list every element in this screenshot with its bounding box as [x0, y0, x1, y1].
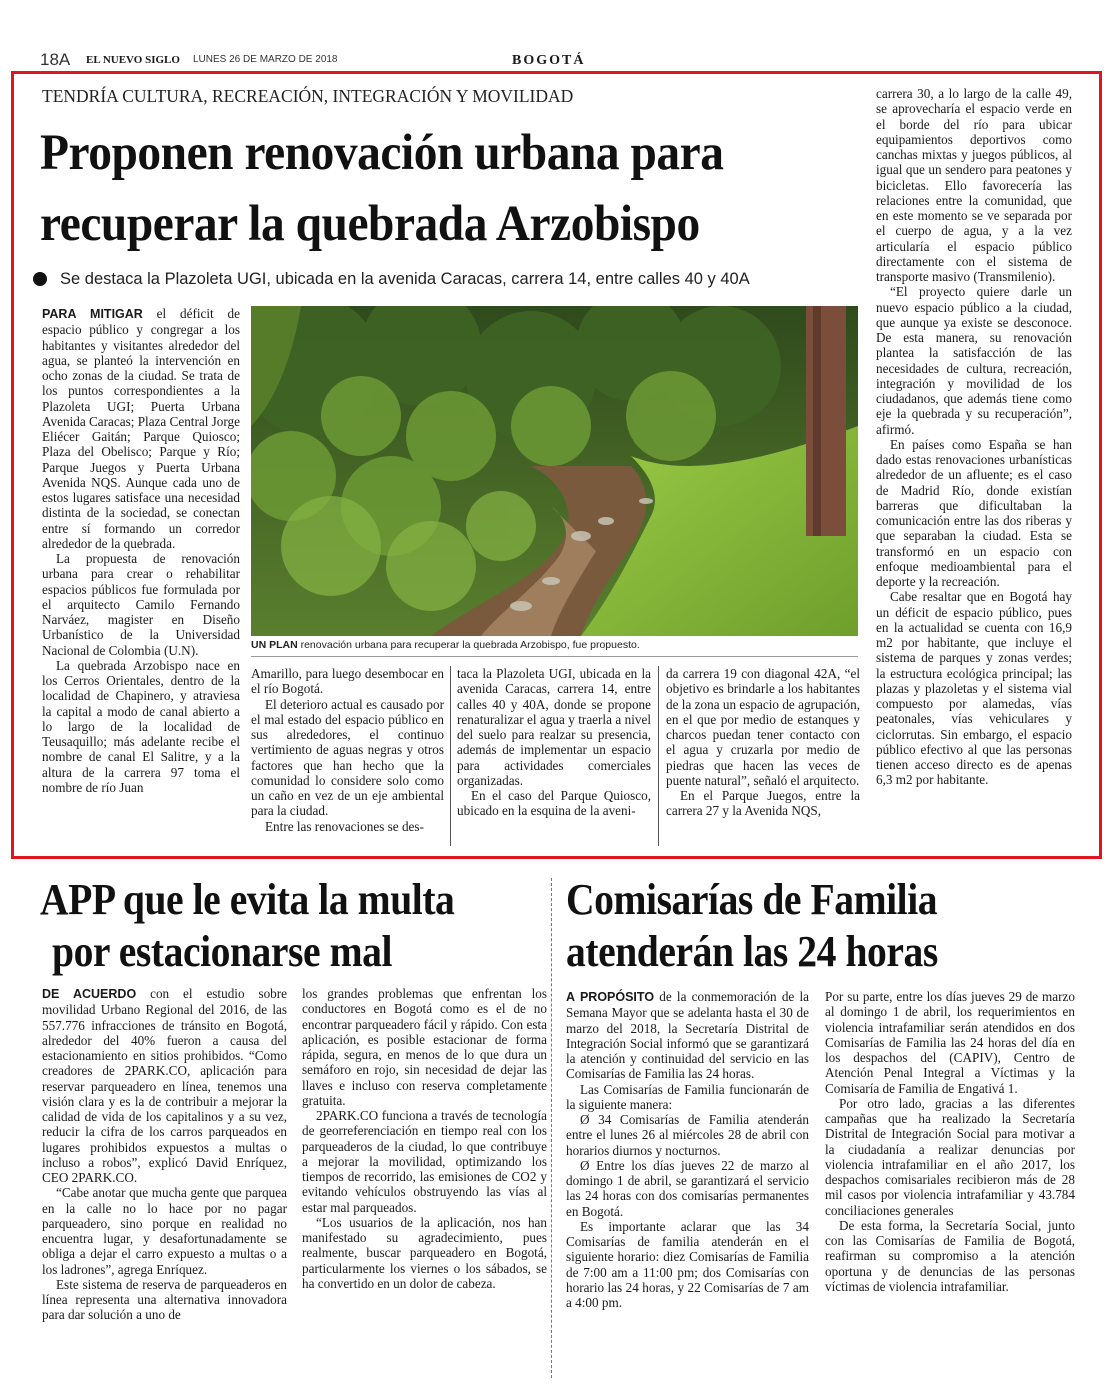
article1-col2-p1: Amarillo, para luego desembocar en el río Bogotá. — [251, 666, 444, 697]
section-name: BOGOTÁ — [512, 53, 586, 68]
article1-col5-p3: En países como España se han dado estas renovaciones urbanísticas alrededor de un afluente; es el caso de Madrid Río, donde existían barreras que dificultaban la comunicación entre las dos riberas y que separaban la ciudad. Esta se transformó en un espacio con enfoque medioambiental para el deporte y la recreación. — [876, 436, 1072, 589]
article3-col1-p4: Ø Entre los días jueves 22 de marzo al domingo 1 de abril, se garantizará el servicio las 24 horas con dos comisarías permanentes en Bogotá. — [566, 1157, 809, 1219]
stream-photo-illustration — [251, 306, 858, 636]
article1-subhead: Se destaca la Plazoleta UGI, ubicada en la avenida Caracas, carrera 14, entre calles 40 y 40A — [60, 270, 750, 288]
article1-headline-line2: recuperar la quebrada Arzobispo — [40, 196, 700, 252]
article3-col1-p3: Ø 34 Comisarías de Familia atenderán entre el lunes 26 al miércoles 28 de abril con horarios diurnos y nocturnos. — [566, 1112, 809, 1158]
article1-col4-p1: da carrera 19 con diagonal 42A, “el objetivo es brindarle a los habitantes de la zona un espacio de agrupación, en el que por medio de estanques y charcos puedan tener contacto con el agua y cruzarla por medio de piedras que hacen las veces de puente natural”, señaló el arquitecto. — [666, 666, 860, 788]
article2-headline-line2: por estacionarse mal — [52, 927, 393, 976]
article3-headline-line2: atenderán las 24 horas — [566, 927, 938, 976]
newspaper-name: EL NUEVO SIGLO — [86, 54, 180, 66]
article2-col1-p2: “Cabe anotar que mucha gente que parquea en la calle no lo hace por no pagar parqueadero, sino porque en realidad no encuentra lugar, y desafortunadamente se obliga a dejar el carro expuesto a multas o a los ladrones”, agrega Enríquez. — [42, 1185, 287, 1277]
caption-rule — [251, 656, 858, 657]
column-rule — [450, 666, 451, 846]
article1-col5 — [876, 86, 1072, 788]
article3-col2-p1: Por su parte, entre los días jueves 29 de marzo al domingo 1 de abril, los requerimientos en violencia intrafamiliar serán atendidos en dos Comisarías de Familia las 24 horas del día en los despachos del (CAPIV), Centro de Atención Penal Integral a Víctimas y la Comisaría de Familia de Engativá 1. — [825, 989, 1075, 1096]
article2-lead: DE ACUERDO — [42, 987, 137, 1001]
article1-col5-p4: Cabe resaltar que en Bogotá hay un déficit de espacio público, pues en la actualidad se cuenta con 16,9 m2 por habitante, que incluye el sistema de parques y zonas verdes; la estructura ecológica principal; las plazas y plazoletas y el sistema vial compuesto por alamedas, vías peatonales, vías vehiculares y ciclorrutas. Sin embargo, el espacio público efectivo al que las personas tienen acceso directo es de apenas 6,3 m2 por habitante. — [876, 589, 1072, 788]
article1-col4 — [666, 666, 860, 819]
article3-col2-p2: Por otro lado, gracias a las diferentes campañas que ha realizado la Secretaría Distrital de Integración Social para motivar a la ciudadanía a realizar denuncias por violencia intrafamiliar en el año 2017, los despachos comisariales recibieron más de 28 mil casos por violencia intrafamiliar y 43.784 conciliaciones generales — [825, 1095, 1075, 1218]
article1-col2 — [251, 666, 444, 834]
article1-col3-p2: En el caso del Parque Quiosco, ubicado en la esquina de la aveni- — [457, 788, 651, 819]
article1-col2-p2: El deterioro actual es causado por el mal estado del espacio público en sus alrededores, el continuo vertimiento de aguas negras y otros factores que han hecho que la comunidad lo considere solo como un caño en vez de un eje ambiental para la ciudad. — [251, 696, 444, 819]
article2-col1 — [42, 986, 287, 1323]
article2-col1-p1: con el estudio sobre movilidad Urbano Regional del 2016, de las 557.776 infracciones de tránsito en Bogotá, alrededor del 40% fueron a causa del estacionamiento en sitios prohibidos. “Como creadores de 2PARK.CO, aplicación para reservar parqueadero en línea, tenemos una visión clara y es la de contribuir a mejorar la calidad de vida de los capitalinos y a su vez, reducir la cifra de los carros parqueados en lugares prohibidos expuestos a multas o incluso a robos”, explicó David Enríquez, CEO 2PARK.CO. — [42, 986, 288, 1185]
article1-col1 — [42, 306, 240, 795]
article1-col1-p1: el déficit de espacio público y congregar a los habitantes y visitantes alrededor del agua, se planteó la intervención en ocho zonas de la ciudad. Se trata de los puntos correspondientes a la Plazoleta UGI; Puerta Urbana Avenida Caracas; Plaza Central Jorge Eliécer Gaitán; Parque Quiosco; Plaza del Obelisco; Parque y Río; Parque Juegos y Puerta Urbana Avenida NQS. Aunque cada uno de estos lugares satisface una necesidad distinta de la sociedad, se conectan entre sí formando un corredor alrededor de la quebrada. — [42, 306, 240, 551]
article2-col1-p3: Este sistema de reserva de parqueaderos en línea representa una alternativa innovadora para dar solución a uno de — [42, 1276, 287, 1323]
subhead-bullet — [33, 272, 47, 286]
page-number: 18A — [40, 50, 71, 69]
article2-col2-p1: los grandes problemas que enfrentan los conductores en Bogotá como es el de no encontrar parqueadero fácil y rápido. Con esta aplicación, es posible estacionar de forma rápida, segura, en menos de lo que dura un semáforo en rojo, sin necesidad de dejar las llaves e incluso con reserva completamente gratuita. — [302, 986, 547, 1108]
article3-col2-p3: De esta forma, la Secretaría Social, junto con las Comisarías de Familia de Bogotá, reafirman su compromiso a la atención oportuna y de denuncias de las personas víctimas de violencia intrafamiliar. — [825, 1217, 1075, 1294]
article1-kicker: TENDRÍA CULTURA, RECREACIÓN, INTEGRACIÓN Y MOVILIDAD — [42, 86, 574, 106]
article1-headline-line1: Proponen renovación urbana para — [40, 125, 724, 181]
article2-headline-line1: APP que le evita la multa — [40, 875, 455, 924]
article-divider — [551, 878, 552, 1378]
article1-col3 — [457, 666, 651, 819]
article3-col1-p2: Las Comisarías de Familia funcionarán de la siguiente manera: — [566, 1081, 809, 1112]
column-rule — [658, 666, 659, 846]
article3-col2 — [825, 989, 1075, 1294]
article1-photo-caption — [251, 639, 858, 651]
article1-photo — [251, 306, 858, 636]
masthead — [40, 50, 1100, 72]
photo-caption-text: renovación urbana para recuperar la quebrada Arzobispo, fue propuesto. — [300, 639, 640, 651]
article2-col2-p3: “Los usuarios de la aplicación, nos han manifestado su agradecimiento, pues realmente, buscar parqueadero en Bogotá, particularmente los viernes o los sábados, se ha convertido en un dolor de cabeza. — [302, 1214, 547, 1291]
article3-col1 — [566, 989, 809, 1310]
article1-col5-p1: carrera 30, a lo largo de la calle 49, se aprovecharía el espacio verde en el borde del río para ubicar equipamientos deportivos como canchas mixtas y juegos públicos, al igual que un sendero para peatones y bicicletas. Ello favorecería las relaciones entre la comunidad, que en este momento se ve separada por el cuerpo de agua, y a la vez articularía el espacio público directamente con el sistema de transporte masivo (Transmilenio). — [876, 86, 1072, 284]
article2-col2 — [302, 986, 547, 1291]
article3-lead: A PROPÓSITO — [566, 990, 655, 1004]
photo-caption-lead: UN PLAN — [251, 639, 298, 651]
article1-col1-p3: La quebrada Arzobispo nace en los Cerros Orientales, dentro de la localidad de Chapinero, y atraviesa la capital a modo de canal abierto a lo largo de la localidad de Teusaquillo; más adelante recibe el nombre de canal El Salitre, y a la altura de la carrera 97 toma el nombre de río Juan — [42, 657, 240, 795]
article1-col2-p3: Entre las renovaciones se des- — [265, 818, 424, 834]
article1-col3-p1: taca la Plazoleta UGI, ubicada en la avenida Caracas, carrera 14, entre calles 40 y 40A, donde se propone renaturalizar el agua y traerla a nivel del suelo para realzar su presencia, además de implementar un espacio para actividades comerciales organizadas. — [457, 666, 651, 788]
article3-headline-line1: Comisarías de Familia — [566, 875, 938, 924]
article2-col2-p2: 2PARK.CO funciona a través de tecnología de georreferenciación en tiempo real con los parqueaderos de la ciudad, lo que contribuye a mejorar la movilidad, optimizando los tiempos de recorrido, las emisiones de CO2 y evitando vehículos obstruyendo las vías al estar mal parqueados. — [302, 1108, 547, 1215]
issue-date: LUNES 26 DE MARZO DE 2018 — [193, 54, 338, 65]
article1-col1-p2: La propuesta de renovación urbana para crear o rehabilitar espacios públicos fue formulada por el arquitecto Camilo Fernando Narváez, magister en Diseño Urbanístico de la Universidad Nacional de Colombia (U.N). — [42, 551, 240, 658]
article1-col5-p2: “El proyecto quiere darle un nuevo espacio público a la ciudad, que aunque ya existe se desconoce. De esta manera, su renovación plantea la satisfacción de las necesidades de cultura, recreación, integración y movilidad de los ciudadanos, que además tiene como eje la quebrada y su recuperación”, afirmó. — [876, 284, 1072, 437]
article3-col1-p1: de la conmemoración de la Semana Mayor que se adelanta hasta el 30 de marzo del 2018, la Secretaría Distrital de Integración Social informó que se garantizará la atención y continuidad del servicio en las Comisarías de Familia las 24 horas. — [566, 989, 809, 1082]
article1-col4-p2: En el Parque Juegos, entre la carrera 27 y la Avenida NQS, — [666, 788, 860, 819]
article3-col1-p5: Es importante aclarar que las 34 Comisarías de familia atenderán en el siguiente horario: diez Comisarías de Familia de 7:00 am a 11:00 pm; dos Comisarías con horario las 24 horas, y 22 Comisarías de 7 am a 4:00 pm. — [566, 1218, 809, 1310]
article1-lead: PARA MITIGAR — [42, 307, 143, 321]
